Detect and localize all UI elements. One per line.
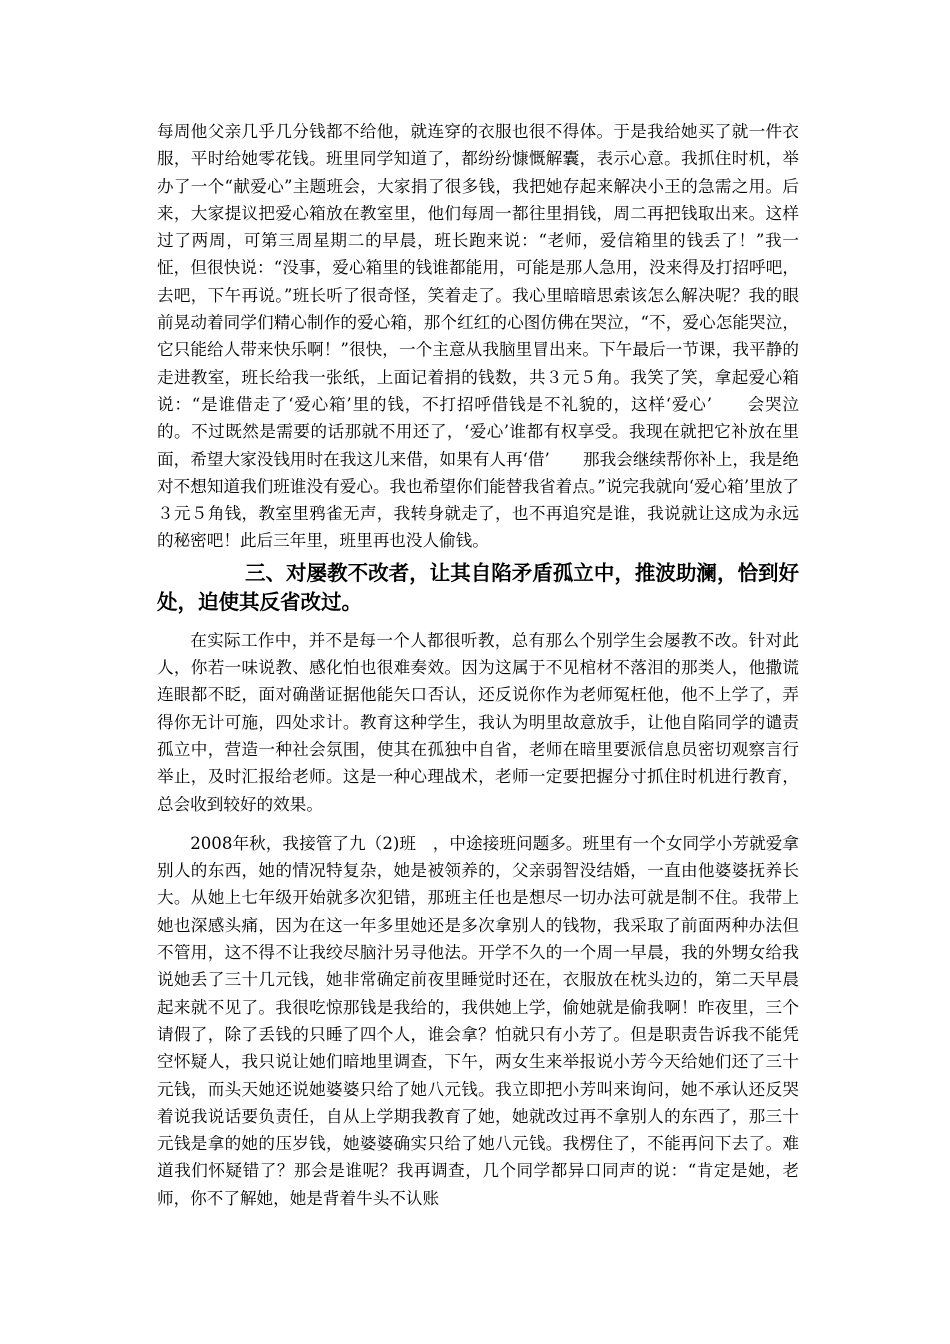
- paragraph-method: 在实际工作中，并不是每一个人都很听教，总有那么个别学生会屡教不改。针对此人，你若一味说教、感化怕也很难奏效。因为这属于不见棺材不落泪的那类人，他撒谎连眼都不眨，面对确凿证据他能矢口否认，还反说你作为老师冤枉他，他不上学了，弄得你无计可施，四处求计。教育这种学生，我认为明里故意放手，让他自陷同学的谴责孤立中，营造一种社会氛围，使其在孤独中自省，老师在暗里要派信息员密切观察言行举止，及时汇报给老师。这是一种心理战术，老师一定要把握分寸抓住时机进行教育，总会收到较好的效果。: [157, 630, 799, 814]
- paragraph-case-2008: 2008年秋，我接管了九（2)班 ，中途接班问题多。班里有一个女同学小芳就爱拿别人的东西，她的情况特复杂，她是被领养的，父亲弱智没结婚，一直由他婆婆抚养长大。从她上七年级开始就多次犯错，那班主任也是想尽一切办法可就是制不住。我带上她也深感头痛，因为在这一年多里她还是多次拿别人的钱物，我采取了前面两种办法但不管用，这不得不让我绞尽脑汁另寻他法。开学不久的一个周一早晨，我的外甥女给我说她丢了三十几元钱，她非常确定前夜里睡觉时还在，衣服放在枕头边的，第二天早晨起来就不见了。我很吃惊那钱是我给的，我供她上学，偷她就是偷我啊！昨夜里，三个请假了，除了丢钱的只睡了四个人，谁会拿？怕就只有小芳了。但是职责告诉我不能凭空怀疑人，我只说让她们暗地里调查，下午，两女生来举报说小芳今天给她们还了三十元钱，而头天她还说她婆婆只给了她八元钱。我立即把小芳叫来询问，她不承认还反哭着说我说话要负责任，自从上学期我教育了她，她就改过再不拿别人的东西了，那三十元钱是拿的她的压岁钱，她婆婆确实只给了她八元钱。我楞住了，不能再问下去了。难道我们怀疑错了？那会是谁呢？我再调查，几个同学都异口同声的说：“肯定是她，老师，你不了解她，她是背着牛头不认账: [157, 833, 799, 1208]
- paragraph-love-box: 每周他父亲几乎几分钱都不给他，就连穿的衣服也很不得体。于是我给她买了就一件衣服，平时给她零花钱。班里同学知道了，都纷纷慷慨解囊，表示心意。我抓住时机，举办了一个“献爱心”主题班会，大家捐了很多钱，我把她存起来解决小王的急需之用。后来，大家提议把爱心箱放在教室里，他们每周一都往里捐钱，周二再把钱取出来。这样过了两周，可第三周星期二的早晨，班长跑来说：“老师，爱信箱里的钱丢了！”我一怔，但很快说：“没事，爱心箱里的钱谁都能用，可能是那人急用，没来得及打招呼吧，去吧，下午再说。”班长听了很奇怪，笑着走了。我心里暗暗思索该怎么解决呢？我的眼前晃动着同学们精心制作的爱心箱，那个红红的心图仿佛在哭泣，“不，爱心怎能哭泣，它只能给人带来快乐啊！”很快，一个主意从我脑里冒出来。下午最后一节课，我平静的走进教室，班长给我一张纸，上面记着捐的钱数，共３元５角。我笑了笑，拿起爱心箱说：“是谁借走了‘爱心箱’里的钱，不打招呼借钱是不礼貌的，这样‘爱心’ 会哭泣的。不过既然是需要的话那就不用还了，‘爱心’谁都有权享受。我现在就把它补放在里面，希望大家没钱用时在我这儿来借，如果有人再‘借’ 那我会继续帮你补上，我是绝对不想知道我们班谁没有爱心。我也希望你们能替我省着点。”说完我就向‘爱心箱’里放了３元５角钱，教室里鸦雀无声，我转身就走了，也不再追究是谁，我说就让这成为永远的秘密吧！此后三年里，班里再也没人偷钱。: [157, 122, 799, 551]
- document-body: [157, 118, 799, 1212]
- section-heading-three: 三、对屡教不改者，让其自陷矛盾孤立中，推波助澜，恰到好处，迫使其反省改过。: [157, 560, 799, 614]
